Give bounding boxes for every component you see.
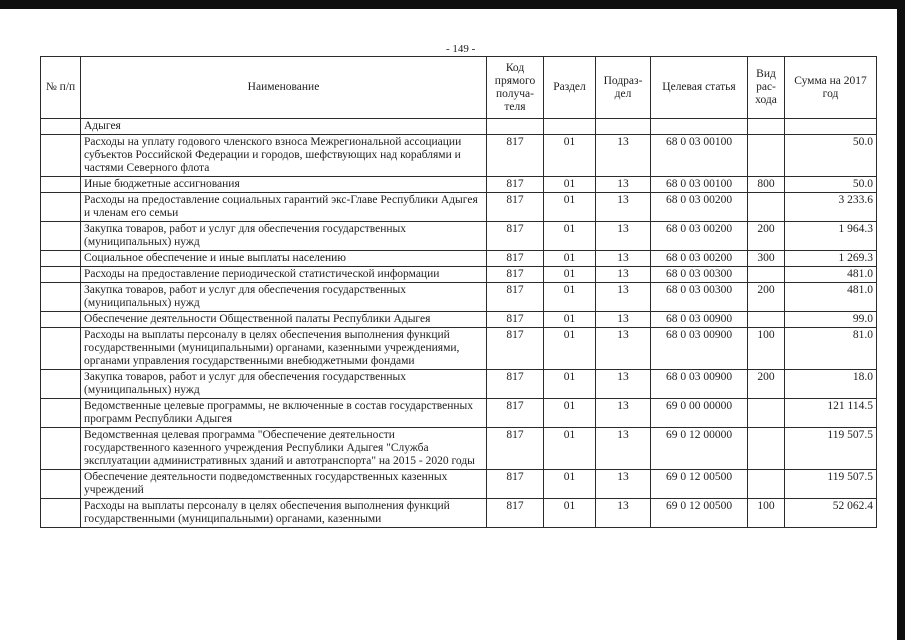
cell-sum: 1 964.3 — [785, 222, 877, 251]
cell-type: 200 — [748, 222, 785, 251]
cell-section: 01 — [544, 499, 596, 528]
cell-target — [651, 119, 748, 135]
cell-target: 68 0 03 00900 — [651, 370, 748, 399]
cell-section: 01 — [544, 193, 596, 222]
table-row — [41, 251, 877, 267]
cell-sum: 3 233.6 — [785, 193, 877, 222]
cell-type — [748, 312, 785, 328]
cell-section: 01 — [544, 328, 596, 370]
table-row — [41, 267, 877, 283]
cell-type: 800 — [748, 177, 785, 193]
cell-sum: 481.0 — [785, 267, 877, 283]
cell-num — [41, 119, 81, 135]
cell-subsection: 13 — [596, 499, 651, 528]
table-row — [41, 370, 877, 399]
cell-name: Расходы на выплаты персоналу в целях обеспечения выполнения функций государственными (муниципальными) органами, казенными учреждениями, органами управления государственными внебюджетными фондами — [81, 328, 487, 370]
cell-sum: 52 062.4 — [785, 499, 877, 528]
header-name: Наименование — [81, 57, 487, 119]
cell-type: 200 — [748, 283, 785, 312]
cell-type — [748, 135, 785, 177]
table-row — [41, 499, 877, 528]
cell-subsection: 13 — [596, 267, 651, 283]
cell-name: Закупка товаров, работ и услуг для обеспечения государственных (муниципальных) нужд — [81, 283, 487, 312]
header-code: Код прямого получа-теля — [487, 57, 544, 119]
cell-name: Расходы на выплаты персоналу в целях обеспечения выполнения функций государственными (муниципальными) органами, казенными — [81, 499, 487, 528]
cell-sum — [785, 119, 877, 135]
cell-name: Обеспечение деятельности Общественной палаты Республики Адыгея — [81, 312, 487, 328]
cell-sum: 18.0 — [785, 370, 877, 399]
cell-code: 817 — [487, 428, 544, 470]
header-subsection: Подраз-дел — [596, 57, 651, 119]
cell-target: 68 0 03 00900 — [651, 312, 748, 328]
table-row — [41, 312, 877, 328]
cell-target: 68 0 03 00200 — [651, 251, 748, 267]
scan-top-border — [0, 0, 905, 9]
cell-code: 817 — [487, 370, 544, 399]
cell-type: 100 — [748, 328, 785, 370]
cell-name: Иные бюджетные ассигнования — [81, 177, 487, 193]
cell-type — [748, 470, 785, 499]
cell-section: 01 — [544, 470, 596, 499]
cell-subsection: 13 — [596, 193, 651, 222]
cell-subsection: 13 — [596, 370, 651, 399]
cell-num — [41, 499, 81, 528]
cell-section: 01 — [544, 283, 596, 312]
cell-target: 68 0 03 00200 — [651, 193, 748, 222]
table-row — [41, 193, 877, 222]
cell-sum: 1 269.3 — [785, 251, 877, 267]
cell-code: 817 — [487, 193, 544, 222]
header-num: № п/п — [41, 57, 81, 119]
cell-section: 01 — [544, 251, 596, 267]
cell-sum: 50.0 — [785, 135, 877, 177]
table-row — [41, 135, 877, 177]
cell-target: 68 0 03 00100 — [651, 177, 748, 193]
table-row — [41, 399, 877, 428]
budget-table — [40, 56, 877, 528]
cell-subsection: 13 — [596, 470, 651, 499]
cell-target: 69 0 00 00000 — [651, 399, 748, 428]
cell-type — [748, 193, 785, 222]
cell-num — [41, 193, 81, 222]
cell-num — [41, 135, 81, 177]
cell-name: Закупка товаров, работ и услуг для обеспечения государственных (муниципальных) нужд — [81, 370, 487, 399]
cell-section: 01 — [544, 370, 596, 399]
cell-target: 68 0 03 00200 — [651, 222, 748, 251]
header-section: Раздел — [544, 57, 596, 119]
cell-num — [41, 370, 81, 399]
cell-subsection: 13 — [596, 177, 651, 193]
cell-code: 817 — [487, 312, 544, 328]
cell-name: Обеспечение деятельности подведомственных государственных казенных учреждений — [81, 470, 487, 499]
cell-type: 300 — [748, 251, 785, 267]
cell-type — [748, 267, 785, 283]
cell-target: 69 0 12 00000 — [651, 428, 748, 470]
cell-subsection — [596, 119, 651, 135]
cell-name: Расходы на уплату годового членского взноса Межрегиональной ассоциации субъектов Российской Федерации и городов, шефствующих над кораблями и частями Северного флота — [81, 135, 487, 177]
cell-code: 817 — [487, 470, 544, 499]
cell-name: Закупка товаров, работ и услуг для обеспечения государственных (муниципальных) нужд — [81, 222, 487, 251]
cell-code: 817 — [487, 328, 544, 370]
cell-num — [41, 177, 81, 193]
header-target: Целевая статья — [651, 57, 748, 119]
table-row — [41, 470, 877, 499]
cell-code: 817 — [487, 135, 544, 177]
cell-target: 68 0 03 00300 — [651, 267, 748, 283]
cell-name: Расходы на предоставление социальных гарантий экс-Главе Республики Адыгея и членам его семьи — [81, 193, 487, 222]
header-sum: Сумма на 2017 год — [785, 57, 877, 119]
cell-section: 01 — [544, 222, 596, 251]
cell-section — [544, 119, 596, 135]
cell-type — [748, 119, 785, 135]
cell-target: 68 0 03 00300 — [651, 283, 748, 312]
header-type: Вид рас-хода — [748, 57, 785, 119]
cell-num — [41, 312, 81, 328]
cell-subsection: 13 — [596, 428, 651, 470]
table-header-row — [41, 57, 877, 119]
cell-type: 100 — [748, 499, 785, 528]
cell-sum: 481.0 — [785, 283, 877, 312]
cell-subsection: 13 — [596, 312, 651, 328]
cell-subsection: 13 — [596, 399, 651, 428]
cell-subsection: 13 — [596, 283, 651, 312]
table-row — [41, 177, 877, 193]
cell-subsection: 13 — [596, 328, 651, 370]
cell-target: 68 0 03 00100 — [651, 135, 748, 177]
cell-target: 68 0 03 00900 — [651, 328, 748, 370]
cell-code: 817 — [487, 283, 544, 312]
cell-type — [748, 399, 785, 428]
table-row — [41, 119, 877, 135]
cell-subsection: 13 — [596, 222, 651, 251]
cell-name: Расходы на предоставление периодической статистической информации — [81, 267, 487, 283]
cell-num — [41, 399, 81, 428]
cell-sum: 119 507.5 — [785, 428, 877, 470]
cell-num — [41, 251, 81, 267]
cell-name: Ведомственные целевые программы, не включенные в состав государственных программ Республики Адыгея — [81, 399, 487, 428]
cell-section: 01 — [544, 177, 596, 193]
cell-num — [41, 470, 81, 499]
cell-name: Ведомственная целевая программа "Обеспечение деятельности государственного казенного учреждения Республики Адыгея "Служба эксплуатации административных зданий и автотранспорта" на 2015 - 2020 годы — [81, 428, 487, 470]
cell-num — [41, 328, 81, 370]
cell-type: 200 — [748, 370, 785, 399]
cell-subsection: 13 — [596, 135, 651, 177]
cell-subsection: 13 — [596, 251, 651, 267]
cell-code: 817 — [487, 267, 544, 283]
cell-type — [748, 428, 785, 470]
cell-section: 01 — [544, 267, 596, 283]
cell-name: Адыгея — [81, 119, 487, 135]
cell-sum: 50.0 — [785, 177, 877, 193]
cell-sum: 121 114.5 — [785, 399, 877, 428]
cell-target: 69 0 12 00500 — [651, 470, 748, 499]
table-row — [41, 222, 877, 251]
cell-sum: 99.0 — [785, 312, 877, 328]
table-row — [41, 428, 877, 470]
cell-code: 817 — [487, 222, 544, 251]
cell-code: 817 — [487, 399, 544, 428]
scan-right-border — [897, 0, 905, 640]
cell-num — [41, 267, 81, 283]
cell-section: 01 — [544, 428, 596, 470]
cell-code: 817 — [487, 251, 544, 267]
cell-name: Социальное обеспечение и иные выплаты населению — [81, 251, 487, 267]
table-body — [41, 119, 877, 528]
cell-code: 817 — [487, 499, 544, 528]
cell-code: 817 — [487, 177, 544, 193]
table-row — [41, 328, 877, 370]
cell-code — [487, 119, 544, 135]
cell-num — [41, 222, 81, 251]
page-number: - 149 - — [446, 43, 476, 55]
cell-target: 69 0 12 00500 — [651, 499, 748, 528]
cell-sum: 119 507.5 — [785, 470, 877, 499]
cell-sum: 81.0 — [785, 328, 877, 370]
cell-num — [41, 283, 81, 312]
table-row — [41, 283, 877, 312]
cell-section: 01 — [544, 312, 596, 328]
cell-section: 01 — [544, 399, 596, 428]
cell-num — [41, 428, 81, 470]
cell-section: 01 — [544, 135, 596, 177]
